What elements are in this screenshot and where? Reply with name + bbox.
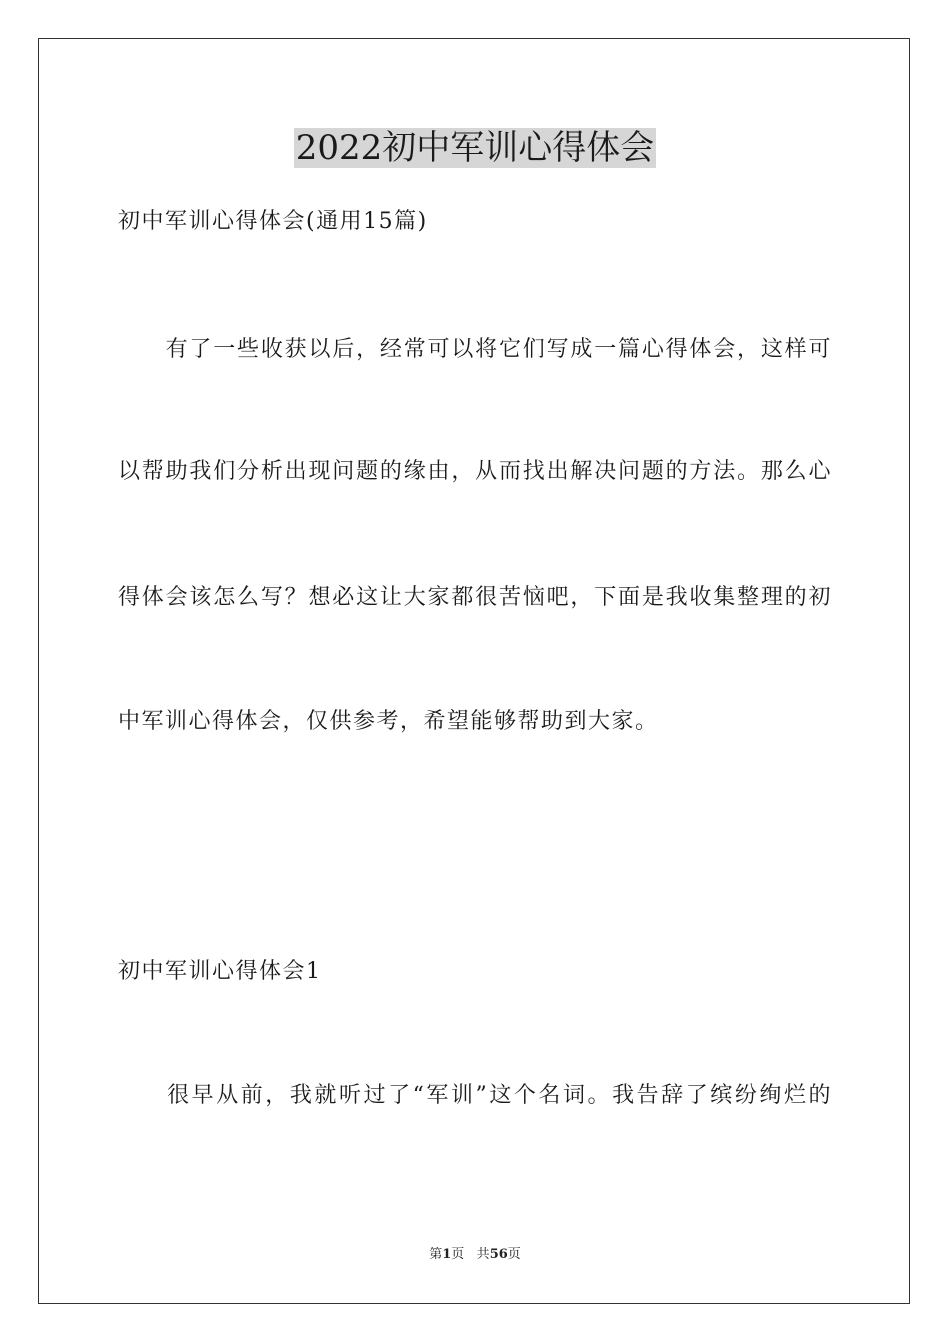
- footer-total-prefix: 共: [476, 1247, 490, 1262]
- footer-page-suffix: 页: [451, 1247, 465, 1262]
- document-title-text: 2022初中军训心得体会: [295, 128, 655, 168]
- footer-total-suffix: 页: [507, 1247, 521, 1262]
- intro-line-3: 得体会该怎么写？想必这让大家都很苦恼吧，下面是我收集整理的初: [118, 585, 832, 610]
- document-title: [0, 124, 950, 172]
- page-footer: [0, 1246, 950, 1264]
- section-line-1: 很早从前，我就听过了“军训”这个名词。我告辞了缤纷绚烂的: [118, 1083, 832, 1108]
- footer-page-number: 1: [442, 1247, 452, 1262]
- intro-line-1: 有了一些收获以后，经常可以将它们写成一篇心得体会，这样可: [118, 337, 832, 362]
- footer-page-prefix: 第: [429, 1247, 443, 1262]
- intro-line-4: 中军训心得体会，仅供参考，希望能够帮助到大家。: [118, 709, 659, 734]
- intro-line-2: 以帮助我们分析出现问题的缘由，从而找出解决问题的方法。那么心: [118, 459, 832, 484]
- document-subtitle: 初中军训心得体会(通用15篇): [118, 209, 428, 234]
- section-heading: 初中军训心得体会1: [118, 959, 322, 984]
- footer-total-pages: 56: [489, 1247, 508, 1262]
